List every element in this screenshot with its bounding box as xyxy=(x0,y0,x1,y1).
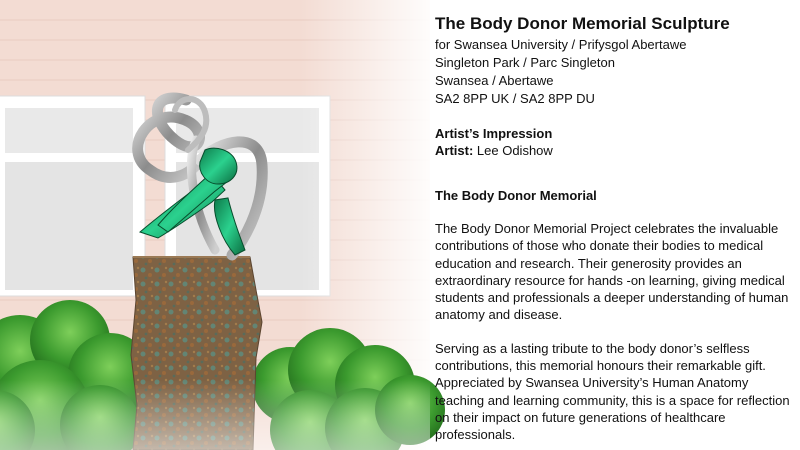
address-line: for Swansea University / Prifysgol Abertawe xyxy=(435,37,687,52)
description-paragraph-1: The Body Donor Memorial Project celebrates the invaluable contributions of those who donate their bodies to medical education and research. Their generosity provides an extraordinary resource for hands -on learning, giving medical students and professionals a deeper understanding of human anatomy and disease. xyxy=(435,221,789,323)
bottom-fade xyxy=(0,380,430,450)
artist-line xyxy=(435,142,795,159)
artist-credit xyxy=(435,125,795,159)
impression-label: Artist’s Impression xyxy=(435,126,553,141)
address-block xyxy=(435,36,795,108)
page-title: The Body Donor Memorial Sculpture xyxy=(435,14,730,33)
text-panel xyxy=(435,14,795,444)
address-line: Swansea / Abertawe xyxy=(435,73,554,88)
artist-name: Lee Odishow xyxy=(476,143,553,158)
address-line: Singleton Park / Parc Singleton xyxy=(435,55,615,70)
artist-label: Artist: xyxy=(435,143,474,158)
description-paragraph-2: Serving as a lasting tribute to the body donor’s selfless contributions, this memorial honours their remarkable gift. Appreciated by Swansea University’s Human Anatomy teaching and learning community, this is a space for reflection on their impact on future generations of healthcare professionals. xyxy=(435,340,790,443)
section-heading: The Body Donor Memorial xyxy=(435,188,597,203)
address-line: SA2 8PP UK / SA2 8PP DU xyxy=(435,91,595,106)
window-left xyxy=(0,96,145,296)
